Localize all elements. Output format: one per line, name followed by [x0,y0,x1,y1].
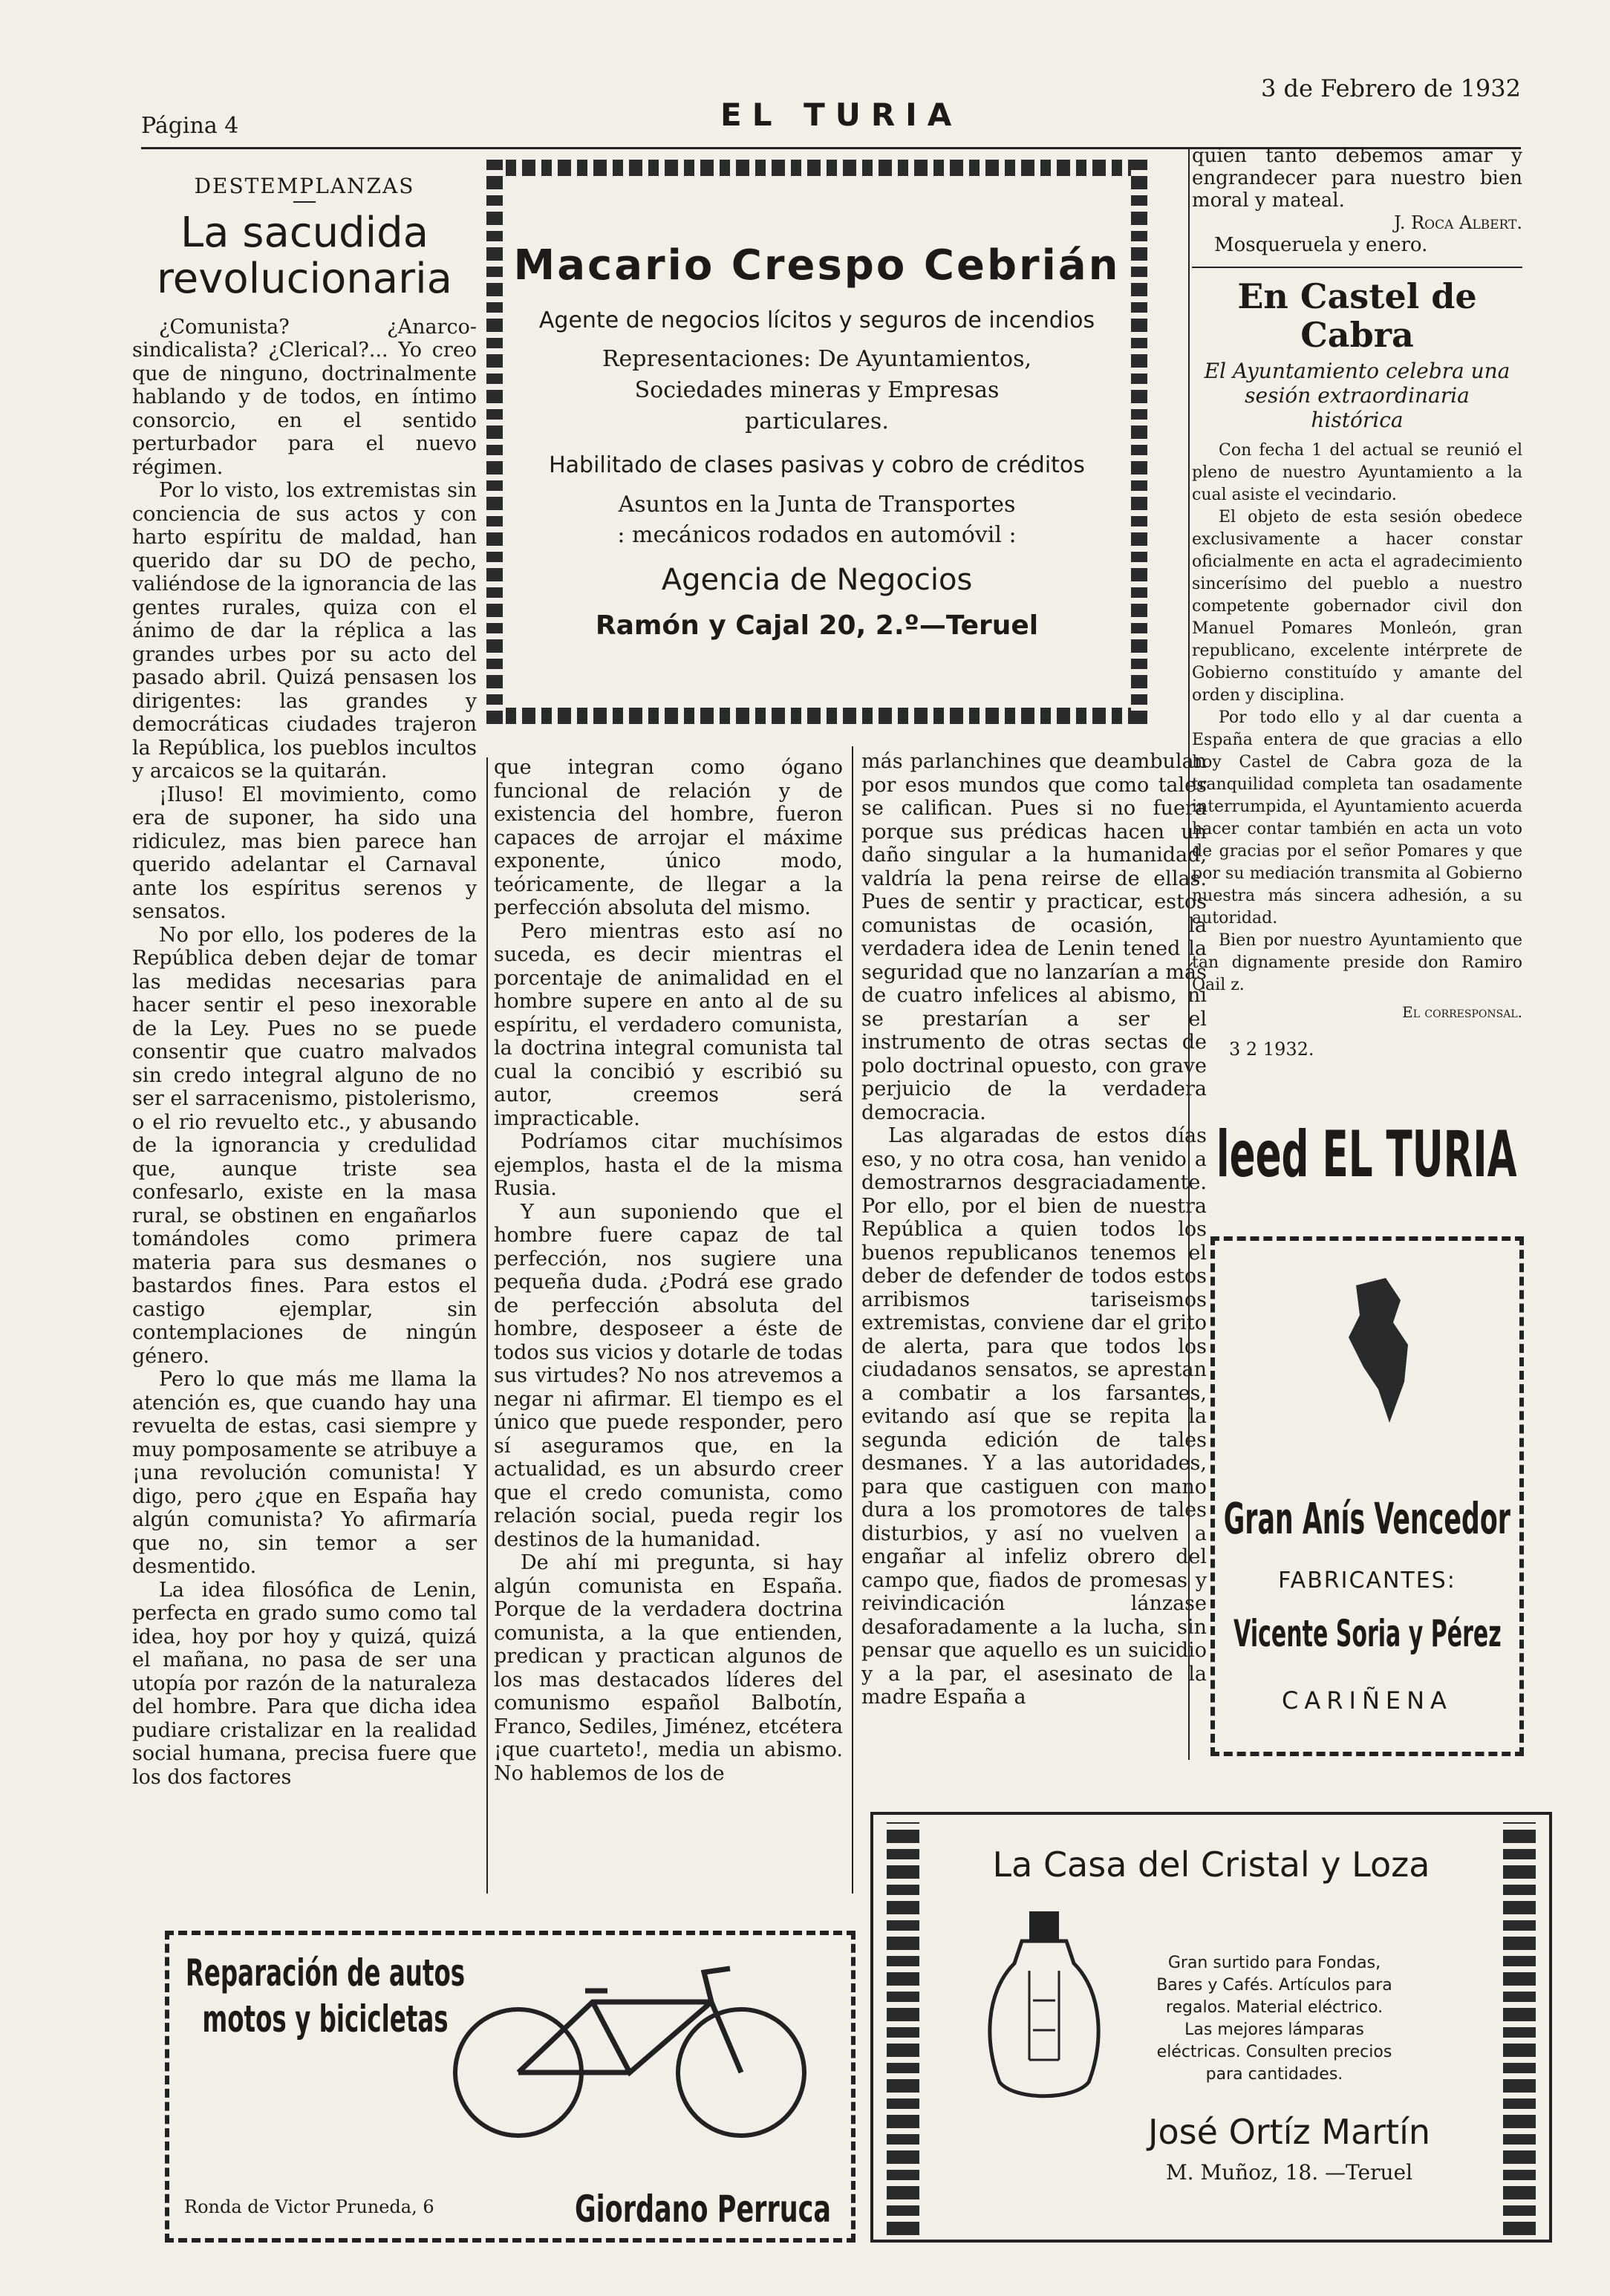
paragraph: ¡Iluso! El movimiento, como era de suponer, ha sido una ridiculez, mas bien parece han querido adelantar el Carnaval ante los espíritus serenos y sensatos. [132,783,477,923]
issue-date: 3 de Febrero de 1932 [1261,74,1521,102]
ornament-border [486,708,1147,724]
column-3 [861,750,1207,1709]
ad-cristal-desc: Gran surtido para Fondas, Bares y Cafés. Artículos para regalos. Material eléctrico. Las mejores lámparas eléctricas. Consulten precios para cantidades. [1156,1954,1392,2084]
paragraph: Por lo visto, los extremistas sin conciencia de sus actos y con harto espíritu de maldad, han querido dar su DO de pecho, valiéndose de la ignorancia de las gentes rurales, quiza con el ánimo de dar la réplica a las grandes urbes por su acto del pasado abril. Quizá pensasen los dirigentes: las grandes y democráticas ciudades trajeron la República, los pueblos incultos y arcaicos se la quitarán. [132,479,477,783]
ornament-border [887,1822,919,2235]
dateline: Mosqueruela y enero. [1214,234,1428,256]
page-number: Página 4 [141,113,239,139]
ad-crespo-line2: Representaciones: De Ayuntamientos, Sociedades mineras y Empresas particulares. [602,346,1032,434]
paragraph: que integran como ógano funcional de relación y de existencia del hombre, fueron capaces de arrojar el máxime exponente, único modo, teóricamente, de llegar a la perfección absoluta del mismo. [494,756,843,919]
ornament-border [486,160,1147,176]
paragraph: Pero mientras esto así no suceda, es decir mientras el porcentaje de animalidad en el hombre supere en anto al de su espíritu, el verdadero comunista, la doctrina integral comunista tal cual la concibió y escribió su autor, creemos será impracticable. [494,919,843,1130]
masthead: EL TURIA [720,97,962,133]
ad-anis-town: CARIÑENA [1282,1686,1453,1715]
ad-crespo-line4: Asuntos en la Junta de Transportes [618,492,1016,518]
ad-anis-maker: Vicente Soria y Pérez [1233,1612,1502,1655]
report-date: 3 2 1932. [1229,1039,1314,1060]
paragraph: más parlanchines que deambulan por esos mundos que como tales se califican. Pues si no fuera porque sus prédicas hacen un daño singular a la humanidad, valdría la pena reirse de ellas. Pues de sentir y practicar, estos comunistas de ocasión, la verdadera idea de Lenin tened la seguridad que no lanzarían a más de cuatro infelices al abismo, ni se prestarían a ser el instrumento de otras sectas de polo doctrinal opuesto, con grave perjuicio de la verdadera democracia. [861,750,1207,1124]
corresponsal: El corresponsal. [1402,1003,1522,1021]
bicycle-icon [437,1950,823,2143]
ad-cristal [870,1812,1552,2243]
article-title: La sacudida revolucionaria [156,208,452,303]
ad-anis-name: Gran Anís Vencedor [1223,1493,1511,1544]
paragraph: Podríamos citar muchísimos ejemplos, hasta el de la misma Rusia. [494,1130,843,1200]
paragraph: De ahí mi pregunta, si hay algún comunista en España. Porque de la verdadera doctrina comunista, a la que entienden, predican y practican algunos de los mas destacados líderes del comunismo español Balbotín, Franco, Sediles, Jiménez, etcétera ¡que cuarteto!, media un abismo. No hablemos de los de [494,1551,843,1785]
ad-crespo-line1: Agente de negocios lícitos y seguros de incendios [538,307,1095,333]
section-subtitle: El Ayuntamiento celebra una sesión extraordinaria histórica [1204,359,1510,432]
paragraph: Con fecha 1 del actual se reunió el pleno de nuestro Ayuntamiento a la cual asiste el vecindario. [1192,441,1522,504]
ad-turia [1210,1114,1522,1203]
ad-crespo-line3: Habilitado de clases pasivas y cobro de créditos [549,452,1085,478]
paragraph: El objeto de esta sesión obedece exclusivamente a hacer constar oficialmente en acta el agradecimiento sincerísimo del pueblo a nuestro competente gobernador civil don Manuel Pomares Monleón, gran republicano, excelente intérprete de Gobierno constituído y amante del orden y disciplina. [1192,508,1522,705]
signature: J. Roca Albert. [1394,212,1522,233]
paragraph: Las algaradas de estos días eso, y no otra cosa, han venido a demostrarnos desgraciadamente. Por ello, por el bien de nuestra República a quien todos los buenos republicanos tenemos el deber de defender de todos estos arribismos tariseismos extremistas, conviene dar el grito de alerta, para que todos los ciudadanos sensatos, se aprestan a combatir a los farsantes, evitando así que se repita la segunda edición de tales desmanes. Y a las autoridades, para que castiguen con mano dura a los promotores de tales disturbios, y así no vuelven a engañar al infeliz obrero del campo que, fiados de promesas y reivindicación lánzase desaforadamente a la lucha, sin pensar que aquello es un suicidio y a la par, el asesinato de la madre España a [861,1124,1207,1709]
ad-perruca-address: Ronda de Victor Pruneda, 6 [184,2196,434,2217]
kicker-dash [293,201,316,203]
ad-crespo-agency: Agencia de Negocios [661,563,973,597]
paragraph: Y aun suponiendo que el hombre fuere capaz de tal perfección, nos sugiere una pequeña duda. ¿Podrá ese grado de perfección absoluta del hombre, desposeer a éste de todos sus vicios y dotarle de todas sus virtudes? No nos atrevemos a negar ni afirmar. El tiempo es el único que puede responder, pero sí aseguramos que, en la actualidad, es un absurdo creer que el credo comunista, como relación social, pueda regir los destinos de la humanidad. [494,1200,843,1551]
ad-crespo [486,160,1147,724]
paragraph: La idea filosófica de Lenin, perfecta en grado sumo como tal idea, hoy por hoy y quizá, quizá el mañana, no pasa de ser una utopía por razón de la naturaleza del hombre. Para que dicha idea pudiare cristalizar en la realidad social humana, precisa fuere que los dos factores [132,1578,477,1789]
ad-crespo-name: Macario Crespo Cebrián [513,241,1121,290]
hand-pointer-icon [1334,1278,1438,1426]
section-kicker: DESTEMPLANZAS [194,174,415,198]
ad-cristal-title: La Casa del Cristal y Loza [992,1845,1430,1885]
ad-perruca-name: Giordano Perruca [574,2188,831,2231]
ad-turia-text: leed EL TURIA [1216,1118,1517,1192]
paragraph: quien tanto debemos amar y engrandecer para nuestro bien moral y mateal. [1192,145,1522,212]
ad-cristal-name: José Ortíz Martín [1147,2112,1431,2152]
column-rule [852,746,853,1894]
paragraph: Por todo ello y al dar cuenta a España entera de que gracias a ello hoy Castel de Cabra goza de la tranquilidad completa tan osadamente interrumpida, el Ayuntamiento acuerda hacer contar también en acta un voto de gracias por el señor Pomares y que por su mediación transmita al Gobierno nuestra más sincera adhesión, a su autoridad. [1192,708,1522,927]
column-rule [486,757,488,1894]
ornament-border [486,160,503,724]
ad-anis-fab-label: FABRICANTES: [1278,1568,1456,1594]
ad-perruca [165,1931,855,2243]
column-2 [494,756,843,1785]
paragraph: Bien por nuestro Ayuntamiento que tan dignamente preside don Ramiro Qail z. [1192,931,1522,994]
column-1 [132,175,477,1789]
paragraph: Pero lo que más me llama la atención es, que cuando hay una revuelta de estas, casi siempre y muy pomposamente se atribuye a ¡una revolución comunista! Y digo, pero ¿que en España hay algún comunista? Yo afirmaría que no, sin temor a ser desmentido. [132,1368,477,1578]
lightbulb-icon [977,1911,1111,2104]
section-rule [1192,267,1522,268]
ad-crespo-line5: : mecánicos rodados en automóvil : [617,522,1017,548]
column-rule [1188,149,1190,1760]
ornament-border [1503,1822,1536,2235]
section-title: En Castel de Cabra [1237,276,1477,355]
paragraph: No por ello, los poderes de la República deben dejar de tomar las medidas necesarias para hacer sentir el peso inexorable de la Ley. Pues no se puede consentir que cuatro malvados sin credo integral alguno de no ser el sarracenismo, pistolerismo, o el rio revuelto etc., y abusando de la ignorancia y credulidad que, aunque triste sea confesarlo, existe en la masa rural, se obstinen en engañarlos tomándoles como primera materia para sus desmanes o bastardos fines. Para estos el castigo ejemplar, sin contemplaciones de ningún género. [132,923,477,1368]
ad-anis [1210,1236,1524,1756]
ornament-border [1131,160,1147,724]
page-header [141,67,1521,149]
ad-cristal-address: M. Muñoz, 18. —Teruel [1165,2160,1413,2185]
ad-perruca-title: Reparación de autos motos y bicicletas [185,1951,466,2041]
column-4 [1192,145,1522,1060]
ad-crespo-address: Ramón y Cajal 20, 2.º—Teruel [595,610,1039,641]
paragraph: ¿Comunista? ¿Anarco-sindicalista? ¿Clerical?... Yo creo que de ninguno, doctrinalmente hablando y de todos, en íntimo consorcio, en el sentido perturbador para el nuevo régimen. [132,315,477,479]
